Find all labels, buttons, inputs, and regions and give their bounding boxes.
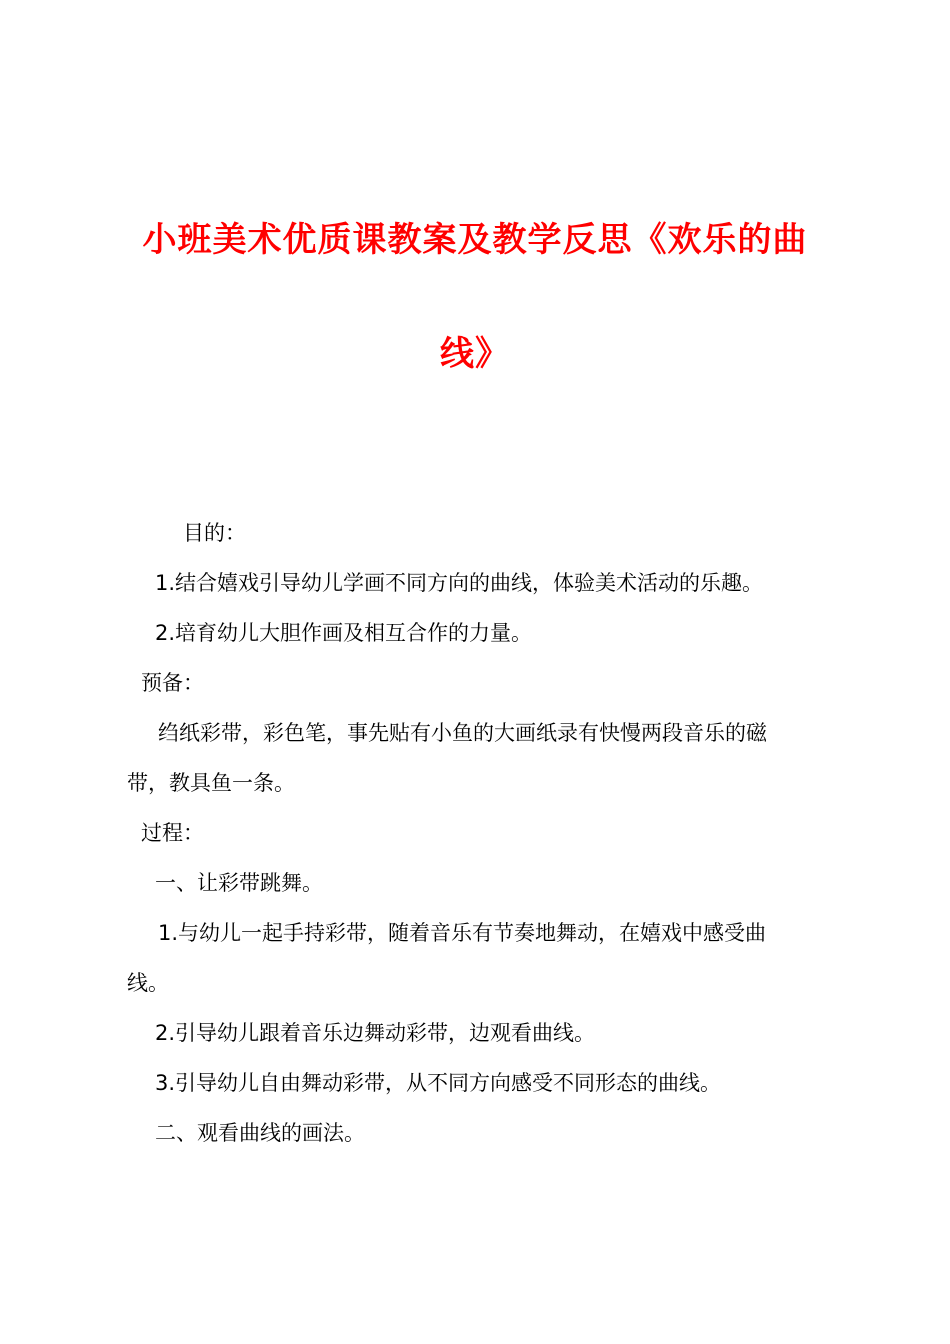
section-heading-process: 过程： bbox=[141, 821, 204, 845]
process-step-1-1-line-2: 线。 bbox=[127, 971, 169, 995]
process-step-1-1-line-1: 1.与幼儿一起手持彩带，随着音乐有节奏地舞动，在嬉戏中感受曲 bbox=[158, 921, 767, 945]
preparation-text-line-1: 绉纸彩带，彩色笔，事先贴有小鱼的大画纸录有快慢两段音乐的磁 bbox=[158, 721, 767, 745]
document-title-line-1: 小班美术优质课教案及教学反思《欢乐的曲 bbox=[142, 220, 808, 260]
section-heading-preparation: 预备： bbox=[141, 671, 204, 695]
process-step-heading-1: 一、让彩带跳舞。 bbox=[155, 871, 323, 895]
process-step-1-2: 2.引导幼儿跟着音乐边舞动彩带，边观看曲线。 bbox=[155, 1021, 596, 1045]
section-heading-goals: 目的： bbox=[183, 521, 246, 545]
goal-item-1: 1.结合嬉戏引导幼儿学画不同方向的曲线，体验美术活动的乐趣。 bbox=[155, 571, 764, 595]
goal-item-2: 2.培育幼儿大胆作画及相互合作的力量。 bbox=[155, 621, 533, 645]
document-title-line-2: 线》 bbox=[440, 334, 510, 374]
preparation-text-line-2: 带，教具鱼一条。 bbox=[127, 771, 295, 795]
process-step-1-3: 3.引导幼儿自由舞动彩带，从不同方向感受不同形态的曲线。 bbox=[155, 1071, 722, 1095]
process-step-heading-2: 二、观看曲线的画法。 bbox=[155, 1121, 365, 1145]
